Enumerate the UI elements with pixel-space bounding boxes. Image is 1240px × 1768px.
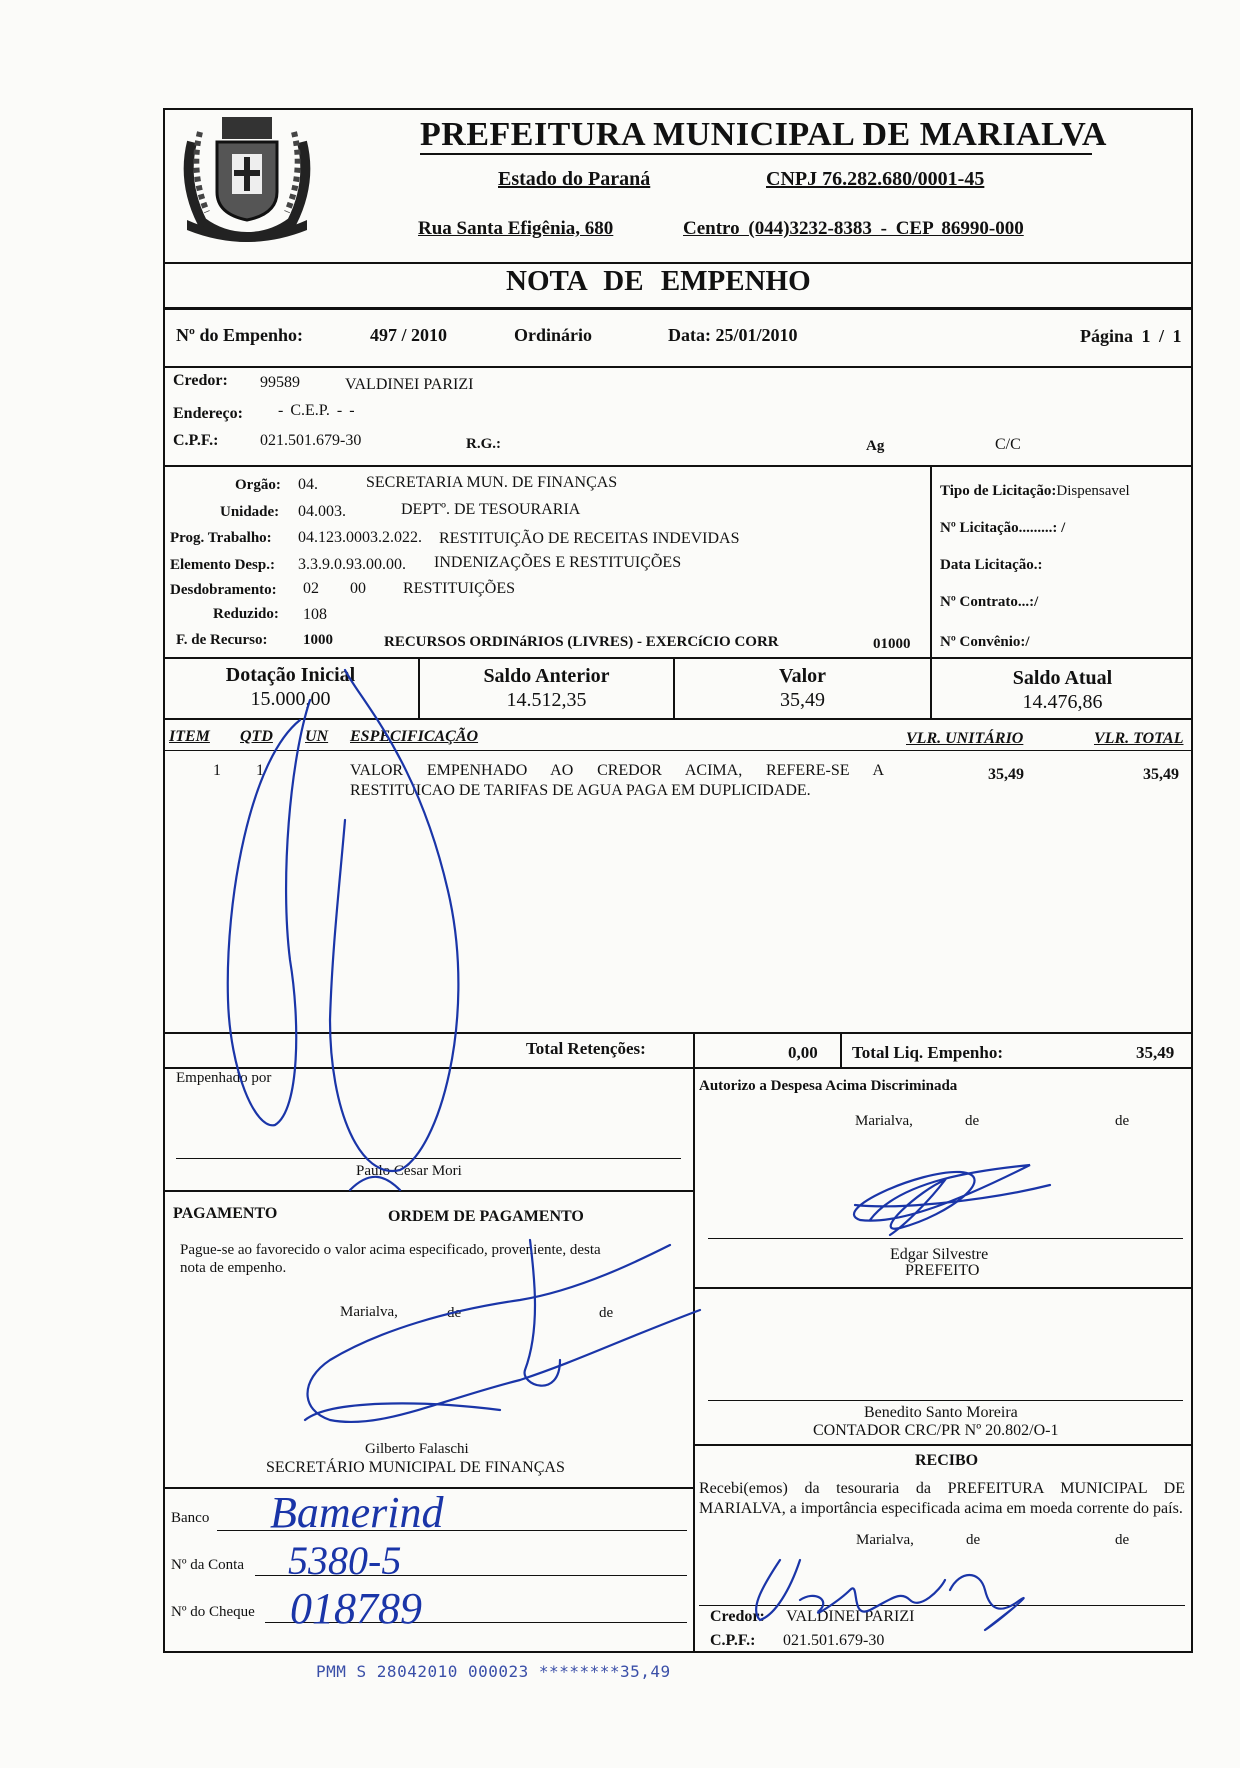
- rg-label: R.G.:: [466, 436, 501, 452]
- autorizo-label: Autorizo a Despesa Acima Discriminada: [699, 1078, 958, 1094]
- recibo-credor-name: VALDINEI PARIZI: [786, 1608, 915, 1625]
- pague-text-line1: Pague-se ao favorecido o valor acima especificado, proveniente, desta: [180, 1242, 601, 1258]
- saldo-anterior-value: 14.512,35: [506, 689, 587, 711]
- empenhado-por-label: Empenhado por: [176, 1070, 272, 1086]
- item-number: 1: [213, 762, 221, 779]
- total-retencoes-value: 0,00: [788, 1043, 818, 1062]
- ordem-de2: de: [599, 1305, 614, 1321]
- col-item: ITEM: [169, 728, 210, 745]
- orgao-label: Orgão:: [235, 477, 281, 493]
- pagamento-label: PAGAMENTO: [173, 1205, 278, 1222]
- reduzido-value: 108: [303, 606, 327, 623]
- empenho-type: Ordinário: [514, 325, 593, 345]
- convenio-num: Nº Convênio:/: [940, 634, 1030, 650]
- col-especificacao: ESPECIFICAÇÃO: [350, 728, 479, 745]
- col-un: UN: [305, 728, 329, 745]
- recibo-cpf-label: C.P.F.:: [710, 1632, 756, 1649]
- empenho-page: Página 1 / 1: [1080, 326, 1182, 346]
- credor-label: Credor:: [173, 372, 228, 389]
- conta-label: Nº da Conta: [171, 1557, 244, 1573]
- elem-label: Elemento Desp.:: [170, 557, 275, 573]
- autorizo-de1: de: [965, 1113, 980, 1129]
- recurso-name: RECURSOS ORDINáRIOS (LIVRES) - EXERCíCIO CORR: [384, 634, 779, 650]
- autorizo-de2: de: [1115, 1113, 1130, 1129]
- pague-text-line2: nota de empenho.: [180, 1260, 287, 1276]
- elem-code: 3.3.9.0.93.00.00.: [298, 556, 406, 573]
- footer-stamp: PMM S 28042010 000023 ********35,49: [316, 1662, 671, 1681]
- endereco-label: Endereço:: [173, 405, 243, 422]
- cpf-value: 021.501.679-30: [260, 432, 362, 449]
- recibo-title: RECIBO: [915, 1452, 979, 1469]
- contador-title: CONTADOR CRC/PR Nº 20.802/O-1: [813, 1422, 1059, 1439]
- ordem-pagamento-label: ORDEM DE PAGAMENTO: [388, 1208, 584, 1225]
- licitacao-num: Nº Licitação.........: /: [940, 520, 1066, 536]
- header-address: Rua Santa Efigênia, 680: [418, 218, 614, 239]
- valor-label: Valor: [778, 665, 827, 687]
- cc-label: C/C: [995, 436, 1021, 453]
- banco-handwritten: Bamerind: [270, 1488, 444, 1537]
- empenho-date: Data: 25/01/2010: [668, 325, 798, 345]
- licitacao-tipo: [940, 483, 1130, 500]
- empenhado-por-name: Paulo César Mori: [356, 1163, 462, 1179]
- secretario-title: SECRETÁRIO MUNICIPAL DE FINANÇAS: [266, 1459, 565, 1476]
- dotacao-label: Dotação Inicial: [225, 664, 356, 686]
- recibo-cpf-value: 021.501.679-30: [783, 1632, 885, 1649]
- reduzido-label: Reduzido:: [213, 606, 279, 622]
- contador-name: Benedito Santo Moreira: [864, 1404, 1018, 1421]
- orgao-name: SECRETARIA MUN. DE FINANÇAS: [366, 474, 618, 491]
- endereco-value: - C.E.P. - -: [278, 402, 355, 419]
- dotacao-value: 15.000,00: [250, 688, 331, 710]
- ordem-de1: de: [447, 1305, 462, 1321]
- recibo-de1: de: [966, 1532, 981, 1548]
- recurso-label: F. de Recurso:: [176, 632, 268, 648]
- header-title: PREFEITURA MUNICIPAL DE MARIALVA: [420, 116, 1107, 153]
- recibo-marialva: Marialva,: [856, 1532, 914, 1548]
- recibo-text: Recebi(emos) da tesouraria da PREFEITURA MUNICIPAL DE MARIALVA, a importância especificada acima em moeda corrente do país.: [699, 1480, 1185, 1517]
- valor-value: 35,49: [780, 689, 825, 711]
- total-liq-value: 35,49: [1136, 1043, 1175, 1062]
- header-state: Estado do Paraná: [498, 168, 651, 190]
- prog-name: RESTITUIÇÃO DE RECEITAS INDEVIDAS: [439, 530, 740, 547]
- item-vlr-total: 35,49: [1143, 766, 1179, 783]
- total-retencoes-label: Total Retenções:: [526, 1039, 646, 1058]
- col-vlr-unitario: VLR. UNITÁRIO: [906, 730, 1024, 747]
- conta-handwritten: 5380-5: [288, 1538, 402, 1583]
- prog-code: 04.123.0003.2.022.: [298, 529, 422, 546]
- licitacao-data: Data Licitação.:: [940, 557, 1043, 573]
- total-liq-label: Total Liq. Empenho:: [852, 1043, 1003, 1062]
- credor-name: VALDINEI PARIZI: [345, 376, 474, 393]
- ordem-marialva: Marialva,: [340, 1304, 398, 1320]
- desd-label: Desdobramento:: [170, 582, 277, 598]
- desd-code: 02: [303, 580, 319, 597]
- credor-code: 99589: [260, 374, 300, 391]
- cheque-label: Nº do Cheque: [171, 1604, 255, 1620]
- secretario-name: Gilberto Falaschi: [365, 1441, 469, 1457]
- recibo-credor-label: Credor:: [710, 1608, 765, 1625]
- prefeito-title: PREFEITO: [905, 1262, 980, 1279]
- doc-title: NOTA DE EMPENHO: [506, 265, 811, 297]
- recurso-code2: 01000: [873, 636, 911, 652]
- saldo-atual-label: Saldo Atual: [1012, 667, 1113, 689]
- orgao-code: 04.: [298, 476, 318, 493]
- recibo-de2: de: [1115, 1532, 1130, 1548]
- item-esp-line2: RESTITUICAO DE TARIFAS DE AGUA PAGA EM DUPLICIDADE.: [350, 782, 811, 799]
- desd-name: RESTITUIÇÕES: [403, 580, 515, 597]
- header-cnpj: CNPJ 76.282.680/0001-45: [766, 168, 985, 190]
- item-vlr-unitario: 35,49: [988, 766, 1024, 783]
- empenho-num: 497 / 2010: [370, 325, 448, 345]
- header-address2: Centro (044)3232-8383 - CEP 86990-000: [683, 218, 1024, 239]
- unidade-label: Unidade:: [220, 504, 280, 520]
- elem-name: INDENIZAÇÕES E RESTITUIÇÕES: [434, 554, 682, 571]
- empenho-num-label: Nº do Empenho:: [176, 325, 303, 345]
- prog-label: Prog. Trabalho:: [170, 530, 272, 546]
- banco-label: Banco: [171, 1510, 210, 1526]
- prefeito-name: Edgar Silvestre: [890, 1246, 989, 1263]
- autorizo-marialva: Marialva,: [855, 1113, 913, 1129]
- licitacao-tipo-value: Dispensavel: [1056, 483, 1130, 499]
- col-vlr-total: VLR. TOTAL: [1094, 730, 1184, 747]
- municipal-crest: [172, 102, 322, 252]
- ag-label: Ag: [866, 438, 885, 454]
- desd-code2: 00: [350, 580, 366, 597]
- saldo-atual-value: 14.476,86: [1022, 691, 1103, 713]
- recurso-code: 1000: [303, 632, 333, 648]
- col-qtd: QTD: [240, 728, 273, 745]
- unidade-name: DEPTº. DE TESOURARIA: [401, 501, 581, 518]
- licitacao-tipo-label: Tipo de Licitação:: [940, 483, 1057, 499]
- cpf-label: C.P.F.:: [173, 432, 219, 449]
- item-esp-line1: VALOR EMPENHADO AO CREDOR ACIMA, REFERE-SE A: [350, 762, 884, 779]
- contrato-num: Nº Contrato...:/: [940, 594, 1039, 610]
- saldo-anterior-label: Saldo Anterior: [483, 665, 610, 687]
- cheque-handwritten: 018789: [290, 1584, 422, 1633]
- item-qtd: 1: [256, 762, 264, 779]
- unidade-code: 04.003.: [298, 503, 346, 520]
